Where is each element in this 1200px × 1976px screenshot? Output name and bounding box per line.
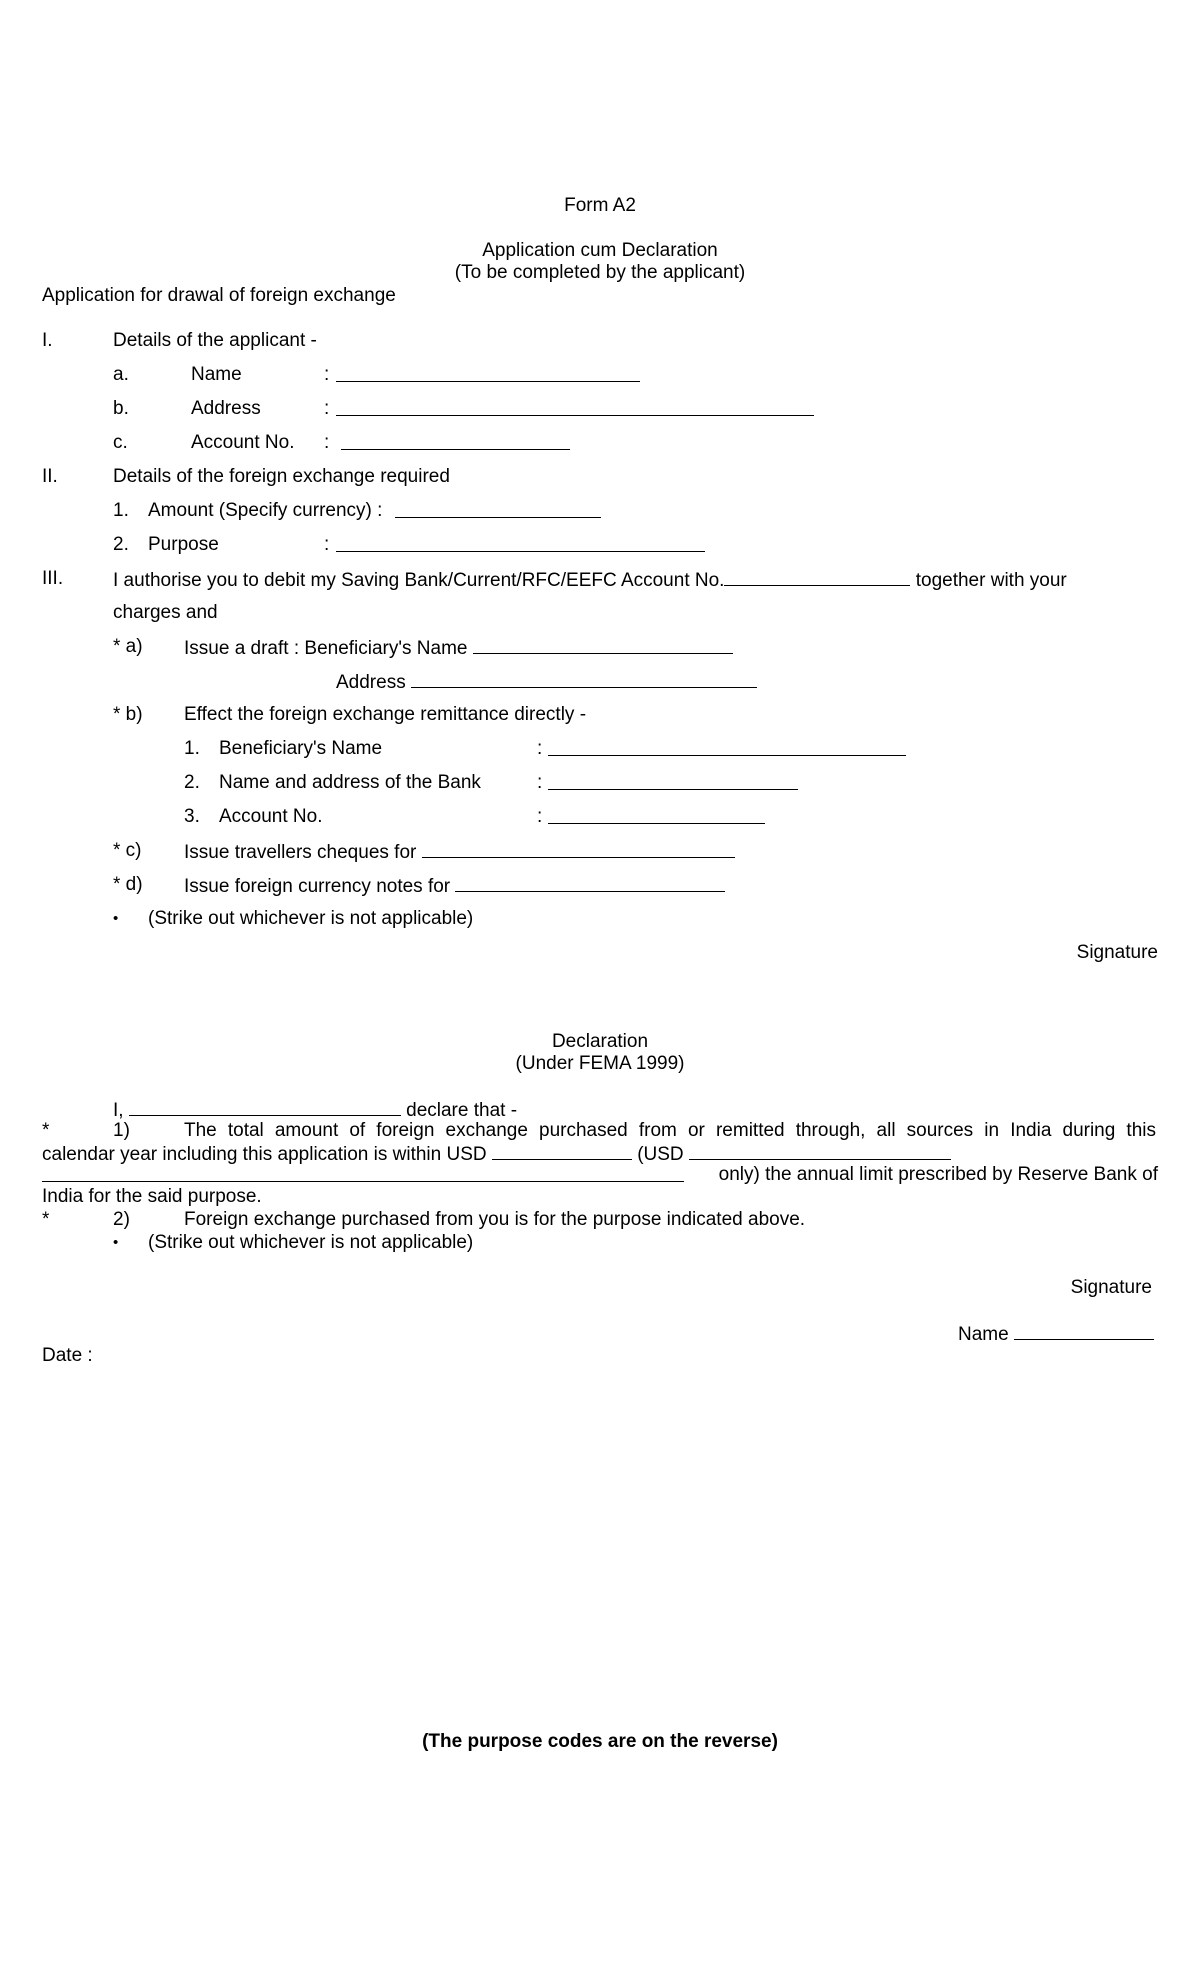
form-subtitle-note: (To be completed by the applicant) bbox=[454, 262, 746, 283]
bank-field[interactable] bbox=[548, 772, 798, 790]
name-label: Name bbox=[191, 364, 242, 385]
currency-notes-field[interactable] bbox=[455, 874, 725, 892]
colon: : bbox=[537, 738, 543, 759]
authorise-text-cont: charges and bbox=[113, 602, 218, 623]
item-key: 1. bbox=[113, 500, 129, 521]
applicant-signature-label: Signature bbox=[1076, 942, 1158, 963]
colon: : bbox=[537, 806, 543, 827]
star-mark: * bbox=[42, 1120, 50, 1141]
beneficiary-account-label: Account No. bbox=[219, 806, 323, 827]
usd-amount-field[interactable] bbox=[492, 1142, 632, 1160]
option-a-key: * a) bbox=[113, 636, 143, 657]
authorise-text: I authorise you to debit my Saving Bank/Current/RFC/EEFC Account No. bbox=[113, 570, 725, 591]
section-1-title: Details of the applicant - bbox=[113, 330, 317, 351]
declaration-title: Declaration bbox=[551, 1031, 649, 1052]
currency-notes-label: Issue foreign currency notes for bbox=[184, 876, 451, 897]
beneficiary-name-field[interactable] bbox=[548, 738, 906, 756]
bullet-icon: • bbox=[113, 1234, 119, 1251]
item-key: 2. bbox=[184, 772, 200, 793]
form-subtitle: Application cum Declaration bbox=[482, 240, 718, 261]
item-key: 2. bbox=[113, 534, 129, 555]
draft-beneficiary-label: Issue a draft : Beneficiary's Name bbox=[184, 638, 468, 659]
item-1-line3: only) the annual limit prescribed by Reserve Bank of bbox=[718, 1164, 1158, 1185]
section-2-title: Details of the foreign exchange required bbox=[113, 466, 450, 487]
section-1-number: I. bbox=[42, 330, 53, 351]
item-1-line2a: calendar year including this application is within USD bbox=[42, 1144, 487, 1165]
beneficiary-account-field[interactable] bbox=[548, 806, 765, 824]
declaration-subtitle: (Under FEMA 1999) bbox=[515, 1053, 685, 1074]
declare-that: declare that - bbox=[406, 1100, 518, 1121]
colon: : bbox=[324, 398, 330, 419]
authorise-text-after: together with your bbox=[915, 570, 1067, 591]
remittance-label: Effect the foreign exchange remittance directly - bbox=[184, 704, 587, 725]
address-label: Address bbox=[191, 398, 261, 419]
star-mark: * bbox=[42, 1209, 50, 1230]
amount-field[interactable] bbox=[395, 500, 601, 518]
applicant-address-field[interactable] bbox=[336, 398, 814, 416]
purpose-label: Purpose bbox=[148, 534, 219, 555]
purpose-field[interactable] bbox=[336, 534, 705, 552]
usd-words-field[interactable] bbox=[689, 1142, 951, 1160]
declaration-i: I, bbox=[113, 1100, 124, 1121]
strike-out-note: (Strike out whichever is not applicable) bbox=[148, 908, 474, 929]
colon: : bbox=[324, 534, 330, 555]
debit-account-field[interactable] bbox=[724, 568, 910, 586]
item-key: 1. bbox=[184, 738, 200, 759]
applicant-account-field[interactable] bbox=[341, 432, 570, 450]
draft-beneficiary-field[interactable] bbox=[473, 636, 733, 654]
usd-words-cont-field[interactable] bbox=[42, 1164, 684, 1182]
item-2-key: 2) bbox=[113, 1209, 130, 1230]
form-title: Form A2 bbox=[564, 195, 636, 216]
section-2-number: II. bbox=[42, 466, 58, 487]
item-key: c. bbox=[113, 432, 128, 453]
option-c-key: * c) bbox=[113, 840, 142, 861]
beneficiary-name-label: Beneficiary's Name bbox=[219, 738, 383, 759]
reverse-note: (The purpose codes are on the reverse) bbox=[422, 1731, 778, 1752]
item-1-line4: India for the said purpose. bbox=[42, 1186, 262, 1207]
item-key: a. bbox=[113, 364, 129, 385]
item-2-text: Foreign exchange purchased from you is for the purpose indicated above. bbox=[184, 1209, 806, 1230]
item-1-line2b: (USD bbox=[637, 1144, 684, 1165]
application-line: Application for drawal of foreign exchange bbox=[42, 285, 396, 306]
item-key: b. bbox=[113, 398, 129, 419]
item-key: 3. bbox=[184, 806, 200, 827]
date-label: Date : bbox=[42, 1345, 93, 1366]
item-1-text: The total amount of foreign exchange purchased from or remitted through, all sources in India during this bbox=[184, 1120, 1156, 1141]
signatory-name-field[interactable] bbox=[1014, 1322, 1154, 1340]
draft-address-field[interactable] bbox=[411, 670, 757, 688]
declaration-strike-note: (Strike out whichever is not applicable) bbox=[148, 1232, 474, 1253]
amount-label: Amount (Specify currency) : bbox=[148, 500, 383, 521]
option-b-key: * b) bbox=[113, 704, 143, 725]
item-1-key: 1) bbox=[113, 1120, 130, 1141]
section-3-number: III. bbox=[42, 568, 64, 589]
applicant-name-field[interactable] bbox=[336, 364, 640, 382]
colon: : bbox=[324, 432, 330, 453]
travellers-cheques-field[interactable] bbox=[422, 840, 735, 858]
colon: : bbox=[324, 364, 330, 385]
colon: : bbox=[537, 772, 543, 793]
bank-label: Name and address of the Bank bbox=[219, 772, 481, 793]
option-d-key: * d) bbox=[113, 874, 143, 895]
declarant-name-field[interactable] bbox=[129, 1098, 401, 1116]
bullet-icon: • bbox=[113, 910, 119, 927]
draft-address-label: Address bbox=[336, 672, 406, 693]
declaration-signature-label: Signature bbox=[1070, 1277, 1152, 1298]
name-label: Name bbox=[958, 1324, 1009, 1345]
travellers-cheques-label: Issue travellers cheques for bbox=[184, 842, 417, 863]
account-label: Account No. bbox=[191, 432, 295, 453]
